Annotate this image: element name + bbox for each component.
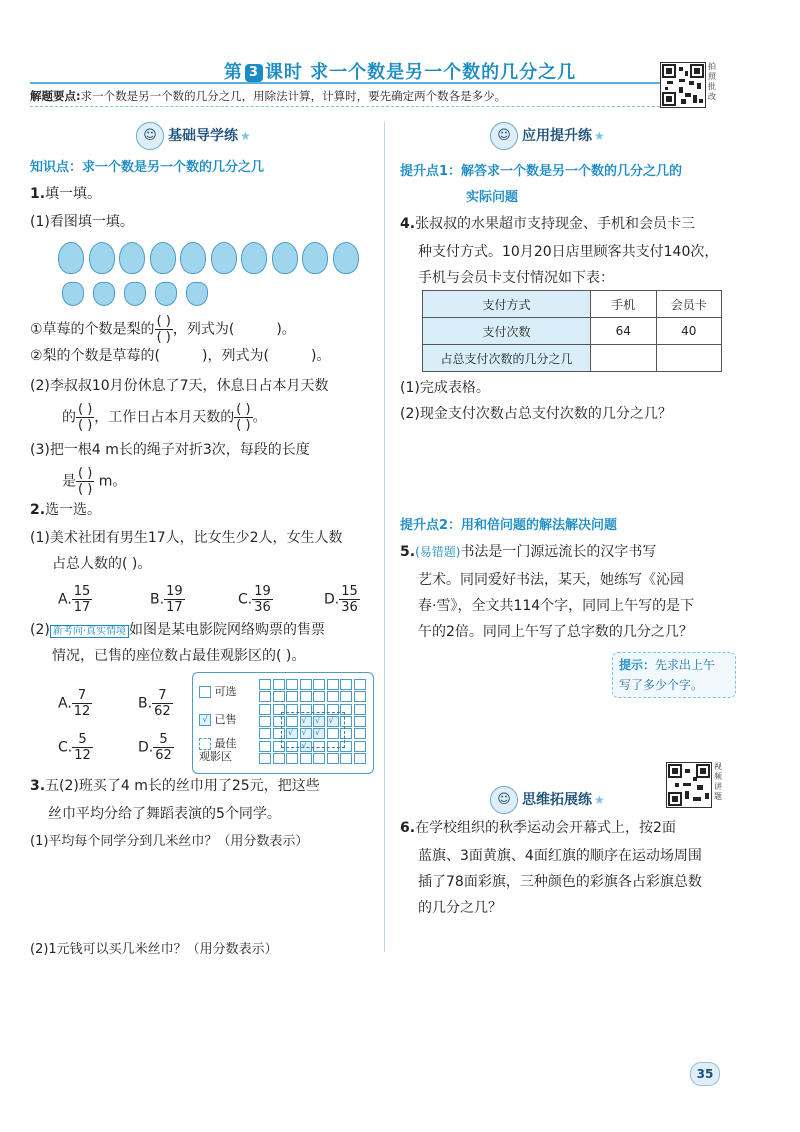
answer-cell[interactable] (656, 345, 721, 372)
seat-available (354, 679, 366, 690)
legend-available: 可选 (199, 683, 237, 699)
q3-line1: 3.五(2)班买了4 m长的丝巾用了25元，把这些 (30, 778, 320, 794)
improvement-point-1-cont: 实际问题 (466, 190, 519, 205)
seat-available (259, 753, 271, 764)
seat-available (354, 704, 366, 715)
qr-code-icon[interactable] (666, 762, 712, 808)
seat-available (259, 728, 271, 739)
q1-part2-b: 的 $\frac{( )}{( )}$ ，工作日占本月天数的 $\frac{( )}{( )}$ 。 (62, 402, 267, 433)
strawberry-row (62, 282, 217, 310)
seat-available (354, 741, 366, 752)
pear-icon (211, 242, 237, 274)
q2b-option-d[interactable]: D. $\frac{5}{62}$ (138, 732, 172, 763)
pear-icon (119, 242, 145, 274)
hint-box: 提示：先求出上午 写了多少个字。 (612, 652, 736, 698)
column-divider (384, 122, 385, 952)
seat-available (286, 679, 298, 690)
section-title-basic: ☺ 基础导学练 ★ (136, 122, 251, 150)
q2-title: 2.选一选。 (30, 502, 102, 518)
seat-grid (259, 679, 369, 767)
q5-line2: 艺术。同同爱好书法，某天，她练写《沁园 (418, 572, 684, 588)
strawberry-icon (186, 282, 208, 306)
star-icon: ★ (240, 129, 251, 143)
q4-part2: (2)现金支付次数占总支付次数的几分之几？ (400, 406, 672, 422)
star-icon: ★ (594, 129, 605, 143)
q2-option-a[interactable]: A. $\frac{15}{17}$ (58, 584, 91, 615)
lesson-number-badge: 3 (245, 64, 263, 82)
answer-cell[interactable] (591, 345, 656, 372)
legend-sold: √ 已售 (199, 711, 237, 727)
seat-available (300, 679, 312, 690)
strawberry-icon (124, 282, 146, 306)
answer-fraction-blank[interactable]: $\frac{( )}{( )}$ (78, 466, 93, 497)
seat-available (273, 679, 285, 690)
q2-option-c[interactable]: C. $\frac{19}{36}$ (238, 584, 271, 615)
seat-available (259, 704, 271, 715)
q1-part2-a: (2)李叔叔10月份休息了7天，休息日占本月天数 (30, 378, 329, 394)
title-underline (30, 82, 660, 84)
title-text: 课时 求一个数是另一个数的几分之几 (264, 62, 577, 83)
seat-available (286, 753, 298, 764)
seat-available (313, 679, 325, 690)
strawberry-icon (155, 282, 177, 306)
qr-code-icon[interactable] (660, 62, 706, 108)
q6-line1: 6.在学校组织的秋季运动会开幕式上，按2面 (400, 820, 676, 836)
q2-option-d[interactable]: D. $\frac{15}{36}$ (324, 584, 358, 615)
mascot-icon: ☺ (490, 122, 518, 150)
strawberry-icon (93, 282, 115, 306)
q1-part3-b: 是 $\frac{( )}{( )}$ m。 (62, 466, 127, 497)
q1-title: 1.填一填。 (30, 186, 102, 202)
best-viewing-zone (281, 712, 345, 748)
seat-available (313, 753, 325, 764)
q2-part2-a: (2) 新考向·真实情境 如图是某电影院网络购票的售票 (30, 622, 326, 638)
strawberry-icon (62, 282, 84, 306)
q4-line2: 种支付方式。10月20日店里顾客共支付140次， (418, 244, 719, 260)
mascot-icon: ☺ (136, 122, 164, 150)
solving-tip (30, 88, 506, 104)
table-row: 占总支付次数的几分之几 (423, 345, 722, 372)
tip-divider (30, 106, 660, 107)
q2-option-b[interactable]: B. $\frac{19}{17}$ (150, 584, 183, 615)
q6-line2: 蓝旗、3面黄旗、4面红旗的顺序在运动场周围 (418, 848, 702, 864)
qr-label-video: 视频讲题 (714, 762, 722, 801)
table-row: 支付次数 64 40 (423, 318, 722, 345)
pear-icon (58, 242, 84, 274)
q1-line1: ①草莓的个数是梨的 $\frac{( )}{( )}$ ，列式为( )。 (30, 314, 296, 345)
q2-part2-b: 情况，已售的座位数占最佳观影区的( )。 (52, 648, 306, 664)
error-prone-tag: (易错题) (415, 545, 461, 559)
q1-part1-label: (1)看图填一填。 (30, 214, 134, 230)
title-prefix: 第 (223, 62, 243, 83)
q1-line2: ②梨的个数是草莓的( )，列式为( )。 (30, 348, 331, 364)
seat-available (259, 716, 271, 727)
table-row: 支付方式 手机 会员卡 (423, 291, 722, 318)
q4-part1: (1)完成表格。 (400, 380, 490, 396)
q2b-option-b[interactable]: B. $\frac{7}{62}$ (138, 688, 171, 719)
q6-line3: 插了78面彩旗，三种颜色的彩旗各占彩旗总数 (418, 874, 702, 890)
seat-available (354, 716, 366, 727)
pear-icon (89, 242, 115, 274)
seat-available (354, 691, 366, 702)
q3-part1: (1)平均每个同学分到几米丝巾？（用分数表示） (30, 834, 309, 849)
qr-label-grading: 拍照批改 (708, 62, 716, 101)
knowledge-point: 知识点：求一个数是另一个数的几分之几 (30, 160, 265, 175)
seat-available (340, 679, 352, 690)
improvement-point-2: 提升点2：用和倍问题的解法解决问题 (400, 518, 618, 533)
tip-text: 求一个数是另一个数的几分之几，用除法计算，计算时，要先确定两个数各是多少。 (80, 89, 507, 103)
q5-line1: 5.(易错题)书法是一门源远流长的汉字书写 (400, 544, 657, 560)
seat-available (259, 679, 271, 690)
q5-line3: 春·雪》，全文共114个字，同同上午写的是下 (418, 598, 695, 614)
q6-line4: 的几分之几？ (418, 900, 502, 916)
section-title-applied: ☺ 应用提升练 ★ (490, 122, 605, 150)
pear-icon (333, 242, 359, 274)
seat-available (286, 691, 298, 702)
star-icon: ★ (594, 793, 605, 807)
q2-part1-b: 占总人数的( )。 (52, 556, 152, 572)
seat-available (259, 741, 271, 752)
pear-icon (302, 242, 328, 274)
seat-available (354, 753, 366, 764)
cinema-seat-map (192, 672, 374, 774)
seat-available (327, 679, 339, 690)
seat-available (273, 691, 285, 702)
q4-line1: 4.张叔叔的水果超市支持现金、手机和会员卡三 (400, 216, 696, 232)
seat-available (300, 753, 312, 764)
mascot-icon: ☺ (490, 786, 518, 814)
seat-available (300, 691, 312, 702)
q2-part1-a: (1)美术社团有男生17人，比女生少2人，女生人数 (30, 530, 343, 546)
q2b-option-a[interactable]: A. $\frac{7}{12}$ (58, 688, 91, 719)
pear-icon (180, 242, 206, 274)
improvement-point-1: 提升点1：解答求一个数是另一个数的几分之几的 (400, 164, 683, 179)
q1-part3-a: (3)把一根4 m长的绳子对折3次，每段的长度 (30, 442, 310, 458)
seat-available (327, 753, 339, 764)
pear-icon (241, 242, 267, 274)
q3-line2: 丝巾平均分给了舞蹈表演的5个同学。 (48, 806, 281, 822)
seat-available (327, 691, 339, 702)
seat-available (340, 753, 352, 764)
q4-line3: 手机与会员卡支付情况如下表： (418, 270, 614, 286)
seat-available (354, 728, 366, 739)
q2b-option-c[interactable]: C. $\frac{5}{12}$ (58, 732, 91, 763)
seat-available (313, 691, 325, 702)
pear-icon (272, 242, 298, 274)
new-direction-tag: 新考向·真实情境 (50, 625, 129, 638)
answer-fraction-blank[interactable]: $\frac{( )}{( )}$ (236, 402, 251, 433)
answer-fraction-blank[interactable]: $\frac{( )}{( )}$ (156, 314, 171, 345)
seat-available (259, 691, 271, 702)
tip-label: 解题要点: (30, 89, 81, 103)
seat-available (340, 691, 352, 702)
answer-fraction-blank[interactable]: $\frac{( )}{( )}$ (78, 402, 93, 433)
page-number: 35 (690, 1062, 720, 1086)
pear-row (58, 242, 363, 278)
q3-part2: (2)1元钱可以买几米丝巾？（用分数表示） (30, 942, 278, 957)
seat-available (273, 753, 285, 764)
section-title-extension: ☺ 思维拓展练 ★ (490, 786, 605, 814)
legend-best-zone: 最佳 观影区 (199, 737, 237, 763)
q5-line4: 午的2倍。同同上午写了总字数的几分之几？ (418, 624, 693, 640)
payment-table (422, 290, 722, 372)
pear-icon (150, 242, 176, 274)
